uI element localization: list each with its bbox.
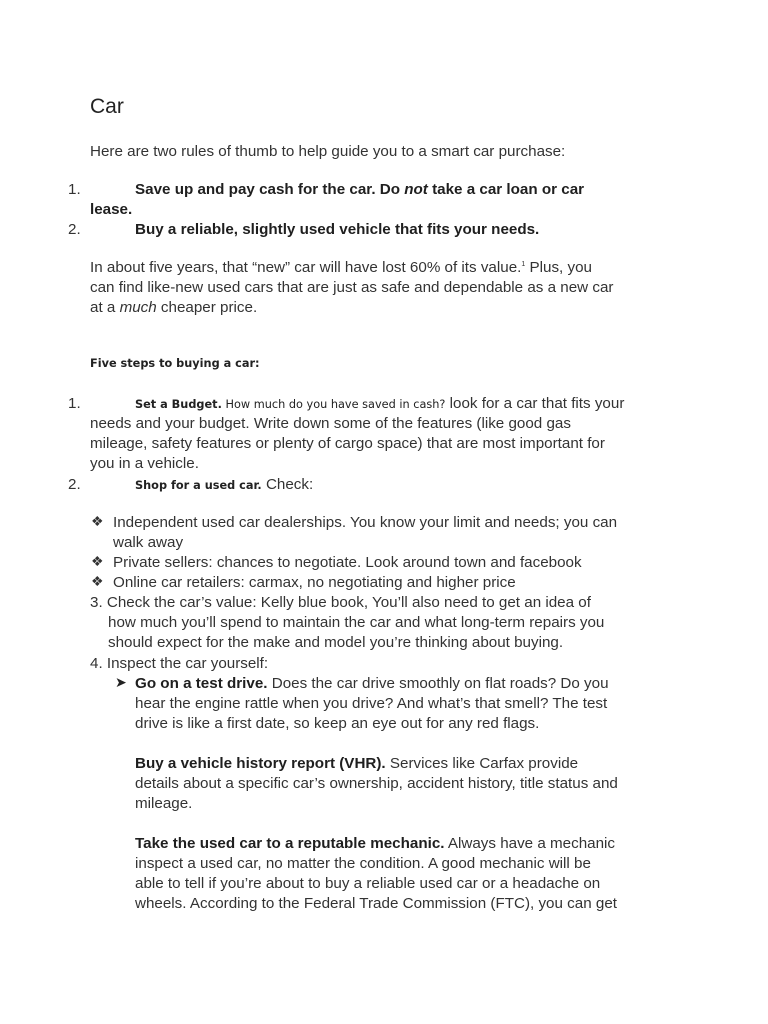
step-4-line: 4. Inspect the car yourself:	[90, 655, 269, 672]
rule-1-number: 1.	[68, 181, 81, 198]
step-1-line-1	[135, 394, 624, 415]
test-drive-line-3: drive is like a first date, so keep an eye out for any red flags.	[135, 715, 540, 732]
value-para-line-1	[90, 258, 592, 278]
step-1-question: How much do you have saved in cash?	[221, 398, 446, 411]
test-drive-text: Does the car drive smoothly on flat roads? Do you	[267, 675, 609, 692]
diamond-bullet-icon: ❖	[91, 513, 104, 529]
vhr-line-2: details about a specific car’s ownership, accident history, title status and	[135, 775, 618, 792]
rule-1-line-2: lease.	[90, 201, 133, 218]
value-para-text-d: cheaper price.	[156, 299, 258, 316]
value-para-text-c: at a	[90, 299, 120, 316]
vhr-text: Services like Carfax provide	[385, 755, 579, 772]
rule-1-emphasis: not	[404, 181, 428, 198]
value-para-text-a: In about five years, that “new” car will have lost 60% of its value.	[90, 259, 522, 276]
bullet-1-line-2: walk away	[113, 534, 184, 551]
test-drive-line-1	[135, 674, 609, 694]
mechanic-text: Always have a mechanic	[444, 835, 616, 852]
step-3-line-3: should expect for the make and model you’re thinking about buying.	[108, 634, 564, 651]
bullet-3-text: Online car retailers: carmax, no negotiating and higher price	[113, 574, 516, 591]
rule-2-number: 2.	[68, 221, 81, 238]
mechanic-line-3: able to tell if you’re about to buy a reliable used car or a headache on	[135, 875, 601, 892]
step-2-title: Shop for a used car.	[135, 479, 262, 492]
arrow-bullet-icon: ➤	[115, 674, 127, 690]
diamond-bullet-icon: ❖	[91, 573, 104, 589]
value-para-line-3	[90, 298, 257, 318]
mechanic-line-2: inspect a used car, no matter the condition. A good mechanic will be	[135, 855, 591, 872]
rule-1-text-a: Save up and pay cash for the car. Do	[135, 181, 405, 198]
step-1-title: Set a Budget.	[135, 398, 222, 411]
rule-1-text-b: take a car loan or car	[427, 181, 585, 198]
step-3-line-1: 3. Check the car’s value: Kelly blue book, You’ll also need to get an idea of	[90, 594, 591, 611]
step-1-line-3: mileage, safety features or plenty of cargo space) that are most important for	[90, 435, 605, 452]
rule-2-text: Buy a reliable, slightly used vehicle that fits your needs.	[135, 221, 540, 238]
value-para-emphasis: much	[119, 299, 157, 316]
step-3-line-2: how much you’ll spend to maintain the car and what long-term repairs you	[108, 614, 605, 631]
diamond-bullet-icon: ❖	[91, 553, 104, 569]
footnote-marker: 1	[521, 260, 526, 268]
mechanic-line-4: wheels. According to the Federal Trade Commission (FTC), you can get	[135, 895, 617, 912]
test-drive-line-2: hear the engine rattle when you drive? And what’s that smell? The test	[135, 695, 608, 712]
vhr-title: Buy a vehicle history report (VHR).	[135, 755, 386, 772]
step-1-line-2: needs and your budget. Write down some of the features (like good gas	[90, 415, 571, 432]
steps-heading: Five steps to buying a car:	[90, 357, 260, 370]
step-1-line-4: you in a vehicle.	[90, 455, 199, 472]
step-1-text: look for a car that fits your	[445, 395, 625, 412]
test-drive-title: Go on a test drive.	[135, 675, 268, 692]
value-para-text-b: Plus, you	[525, 259, 592, 276]
mechanic-title: Take the used car to a reputable mechanic.	[135, 835, 445, 852]
rule-1-line-1	[135, 180, 584, 200]
vhr-line-1	[135, 754, 578, 774]
step-2-text: Check:	[261, 476, 314, 493]
step-2-number: 2.	[68, 476, 81, 493]
intro-text: Here are two rules of thumb to help guide you to a smart car purchase:	[90, 143, 566, 160]
step-1-number: 1.	[68, 395, 81, 412]
mechanic-line-1	[135, 834, 615, 854]
bullet-2-text: Private sellers: chances to negotiate. Look around town and facebook	[113, 554, 582, 571]
step-2-line	[135, 475, 313, 496]
value-para-line-2: can find like-new used cars that are just as safe and dependable as a new car	[90, 279, 614, 296]
page-title: Car	[90, 95, 124, 118]
vhr-line-3: mileage.	[135, 795, 193, 812]
bullet-1-line-1: Independent used car dealerships. You know your limit and needs; you can	[113, 514, 618, 531]
